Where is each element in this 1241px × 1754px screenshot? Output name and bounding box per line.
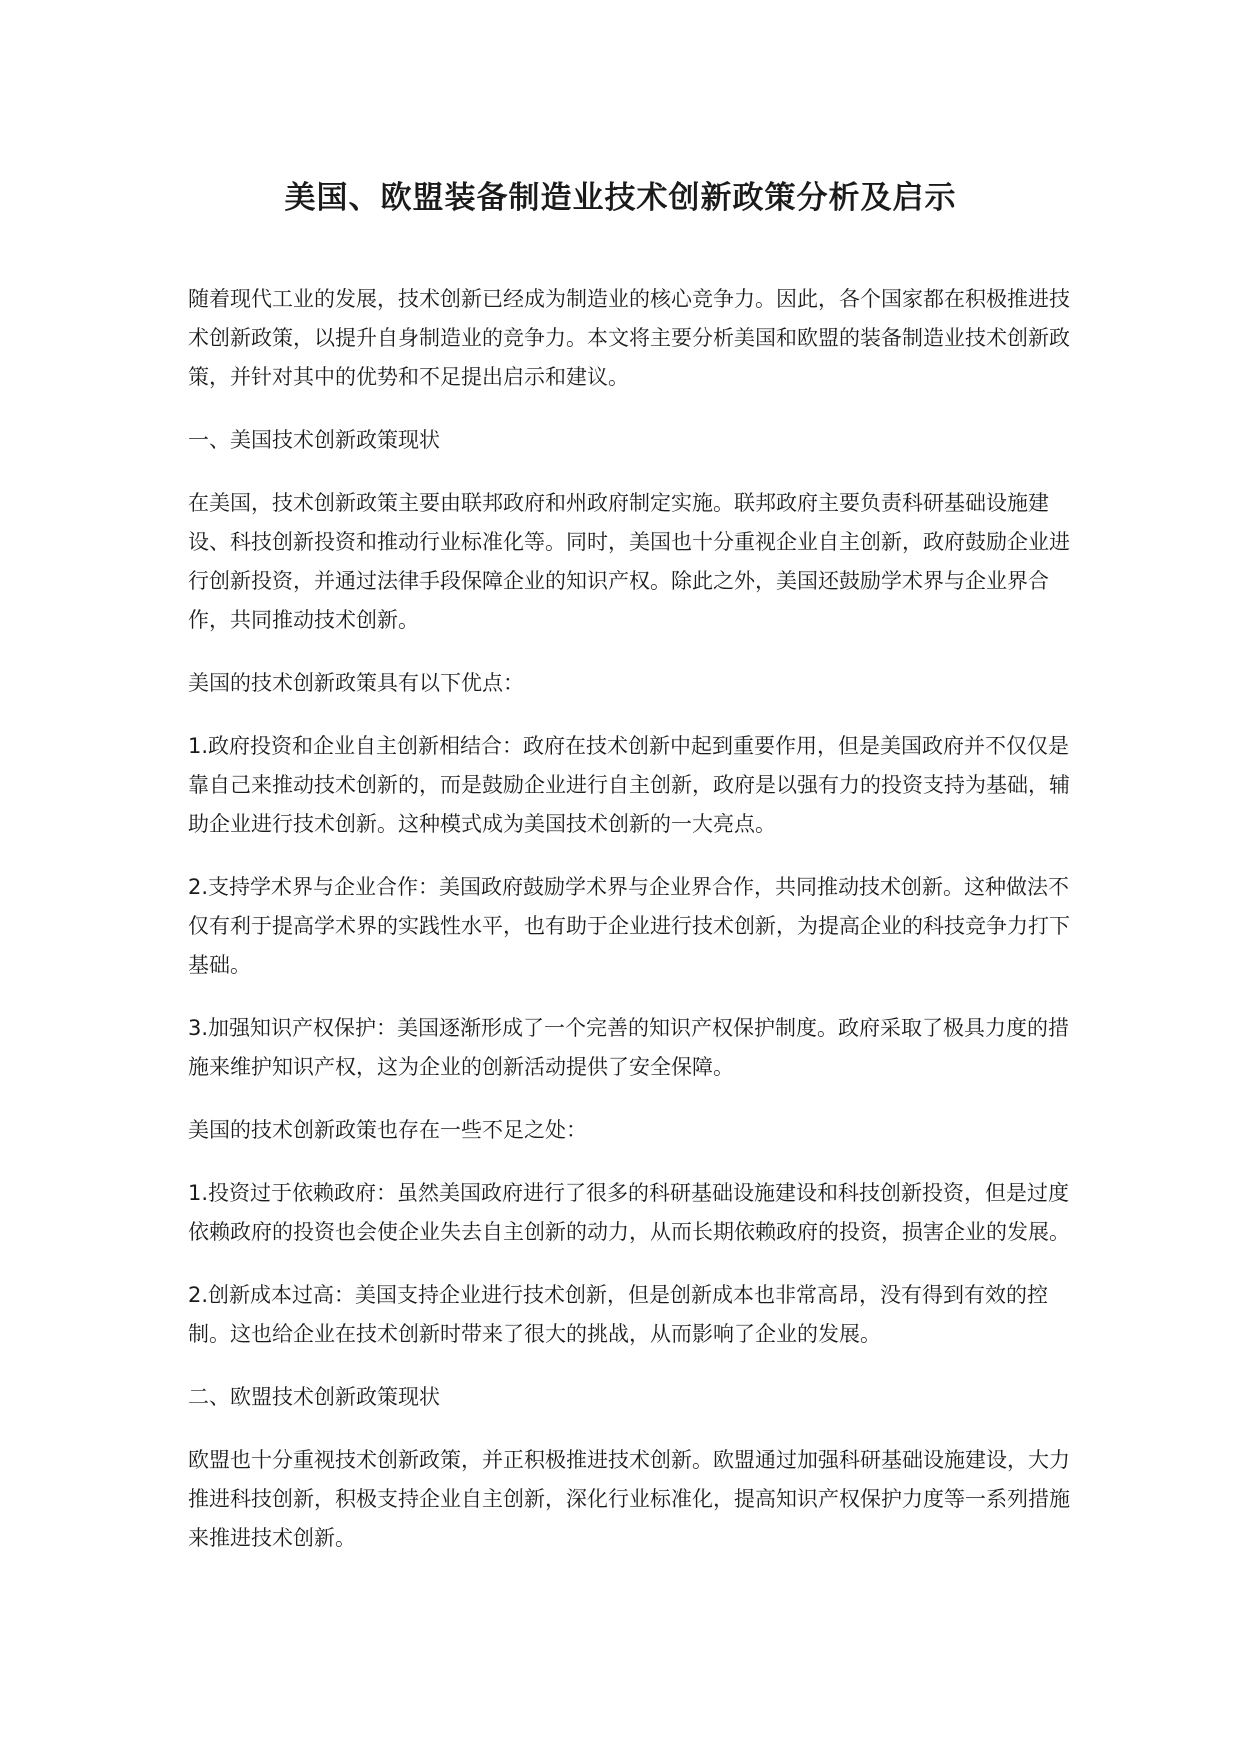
section-2-heading: 二、欧盟技术创新政策现状 <box>188 1385 440 1409</box>
section-1-heading: 一、美国技术创新政策现状 <box>188 428 440 452</box>
document-title: 美国、欧盟装备制造业技术创新政策分析及启示 <box>284 180 957 216</box>
shortcoming-item-1: 1.投资过于依赖政府：虽然美国政府进行了很多的科研基础设施建设和科技创新投资，但是过度依赖政府的投资也会使企业失去自主创新的动力，从而长期依赖政府的投资，损害企业的发展。 <box>188 1181 1070 1244</box>
section-2-paragraph: 欧盟也十分重视技术创新政策，并正积极推进技术创新。欧盟通过加强科研基础设施建设，大力推进科技创新，积极支持企业自主创新，深化行业标准化，提高知识产权保护力度等一系列措施来推进技术创新。 <box>188 1448 1070 1550</box>
shortcoming-item-2: 2.创新成本过高：美国支持企业进行技术创新，但是创新成本也非常高昂，没有得到有效的控制。这也给企业在技术创新时带来了很大的挑战，从而影响了企业的发展。 <box>188 1283 1049 1346</box>
advantage-item-3: 3.加强知识产权保护：美国逐渐形成了一个完善的知识产权保护制度。政府采取了极具力度的措施来维护知识产权，这为企业的创新活动提供了安全保障。 <box>188 1016 1070 1079</box>
advantage-item-2: 2.支持学术界与企业合作：美国政府鼓励学术界与企业界合作，共同推动技术创新。这种做法不仅有利于提高学术界的实践性水平，也有助于企业进行技术创新，为提高企业的科技竞争力打下基础。 <box>188 875 1070 977</box>
shortcomings-intro: 美国的技术创新政策也存在一些不足之处： <box>188 1118 587 1142</box>
intro-paragraph: 随着现代工业的发展，技术创新已经成为制造业的核心竞争力。因此，各个国家都在积极推进技术创新政策，以提升自身制造业的竞争力。本文将主要分析美国和欧盟的装备制造业技术创新政策，并针对其中的优势和不足提出启示和建议。 <box>188 287 1070 389</box>
section-1-paragraph: 在美国，技术创新政策主要由联邦政府和州政府制定实施。联邦政府主要负责科研基础设施建设、科技创新投资和推动行业标准化等。同时，美国也十分重视企业自主创新，政府鼓励企业进行创新投资，并通过法律手段保障企业的知识产权。除此之外，美国还鼓励学术界与企业界合作，共同推动技术创新。 <box>188 491 1070 632</box>
advantage-item-1: 1.政府投资和企业自主创新相结合：政府在技术创新中起到重要作用，但是美国政府并不仅仅是靠自己来推动技术创新的，而是鼓励企业进行自主创新，政府是以强有力的投资支持为基础，辅助企业进行技术创新。这种模式成为美国技术创新的一大亮点。 <box>188 734 1070 836</box>
document-body <box>188 280 1088 1582</box>
advantages-intro: 美国的技术创新政策具有以下优点： <box>188 671 524 695</box>
